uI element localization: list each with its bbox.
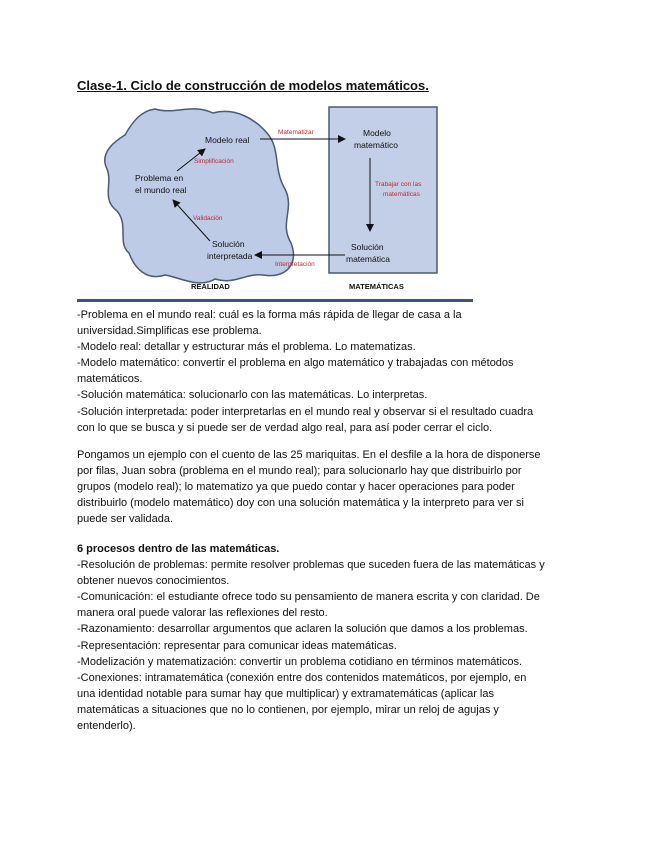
text-line: -Razonamiento: desarrollar argumentos que aclaren la solución que damos a los problemas. — [77, 623, 528, 636]
definitions-section — [77, 307, 587, 436]
text-line: entenderlo). — [77, 720, 136, 733]
text-line: -Solución matemática: solucionarlo con las matemáticas. Lo interpretas. — [77, 389, 428, 402]
text-line: -Conexiones: intramatemática (conexión entre dos contenidos matemáticos, por ejemplo, en — [77, 671, 527, 684]
node-modelo-mat-line1: Modelo — [363, 128, 391, 138]
node-solucion-interp-line2: interpretada — [207, 251, 253, 261]
document-title: Clase-1. Ciclo de construcción de modelos matemáticos. — [77, 78, 429, 93]
processes-section — [77, 541, 587, 734]
label-trabajar-line1: Trabajar con las — [375, 181, 422, 188]
text-line: matemáticas a situaciones que no lo contienen, por ejemplo, mirar un reloj de agujas y — [77, 703, 499, 716]
node-modelo-real: Modelo real — [205, 135, 250, 145]
text-line: con lo que se busca y si puede ser de verdad algo real, para así poder cerrar el ciclo. — [77, 421, 493, 434]
text-line: -Problema en el mundo real: cuál es la forma más rápida de llegar de casa a la — [77, 309, 462, 321]
reality-blob — [105, 109, 294, 283]
label-realidad: REALIDAD — [191, 282, 230, 291]
label-interpretacion: Interpretación — [275, 261, 315, 268]
label-matematizar: Matematizar — [278, 129, 314, 136]
node-solucion-interp-line1: Solución — [212, 239, 245, 249]
text-line: una identidad notable para sumar hay que multiplicar) y extramatemáticas (aplicar las — [77, 687, 494, 700]
text-line: matemáticos. — [77, 373, 143, 386]
text-line: manera oral puede valorar las reflexiones del resto. — [77, 607, 328, 620]
modeling-cycle-diagram — [95, 103, 475, 303]
text-line: puede ser validada. — [77, 513, 174, 526]
text-line: -Modelo matemático: convertir el problema en algo matemático y trabajadas con métodos — [77, 357, 514, 370]
text-line: -Solución interpretada: poder interpretarlas en el mundo real y observar si el resultado cuadra — [77, 405, 534, 418]
node-problema-line2: el mundo real — [135, 185, 187, 195]
text-line: grupos (modelo real); lo matematizo ya que puedo contar y hacer operaciones para poder — [77, 481, 515, 494]
label-trabajar-line2: matemáticas — [383, 191, 420, 198]
node-modelo-mat-line2: matemático — [354, 140, 398, 150]
example-section — [77, 447, 587, 527]
text-line: -Modelización y matematización: convertir un problema cotidiano en términos matemáticos. — [77, 655, 523, 668]
label-matematicas: MATEMÁTICAS — [349, 282, 404, 291]
text-line: Pongamos un ejemplo con el cuento de las 25 mariquitas. En el desfile a la hora de disponerse — [77, 449, 541, 461]
text-line: -Resolución de problemas: permite resolver problemas que suceden fuera de las matemáticas y — [77, 559, 545, 572]
node-solucion-mat-line2: matemática — [346, 254, 390, 264]
text-line: por filas, Juan sobra (problema en el mundo real); para solucionarlo hay que distribuirlo por — [77, 465, 522, 478]
text-line: -Representación: representar para comunicar ideas matemáticas. — [77, 639, 397, 652]
label-validacion: Validación — [193, 215, 223, 222]
label-simplificacion: Simplificación — [194, 158, 234, 165]
text-line: universidad.Simplificas ese problema. — [77, 325, 262, 338]
node-solucion-mat-line1: Solución — [351, 242, 384, 252]
node-problema-line1: Problema en — [135, 173, 184, 183]
text-line: distribuirlo (modelo matemático) doy con una solución matemática y la interpreto para ver si — [77, 497, 524, 510]
text-line: -Comunicación: el estudiante ofrece todo su pensamiento de manera escrita y con claridad. De — [77, 591, 540, 604]
text-line: obtener nuevos conocimientos. — [77, 575, 230, 588]
text-line: -Modelo real: detallar y estructurar más el problema. Lo matematizas. — [77, 341, 416, 354]
divider-rule — [77, 299, 473, 302]
section-heading: 6 procesos dentro de las matemáticas. — [77, 543, 280, 555]
